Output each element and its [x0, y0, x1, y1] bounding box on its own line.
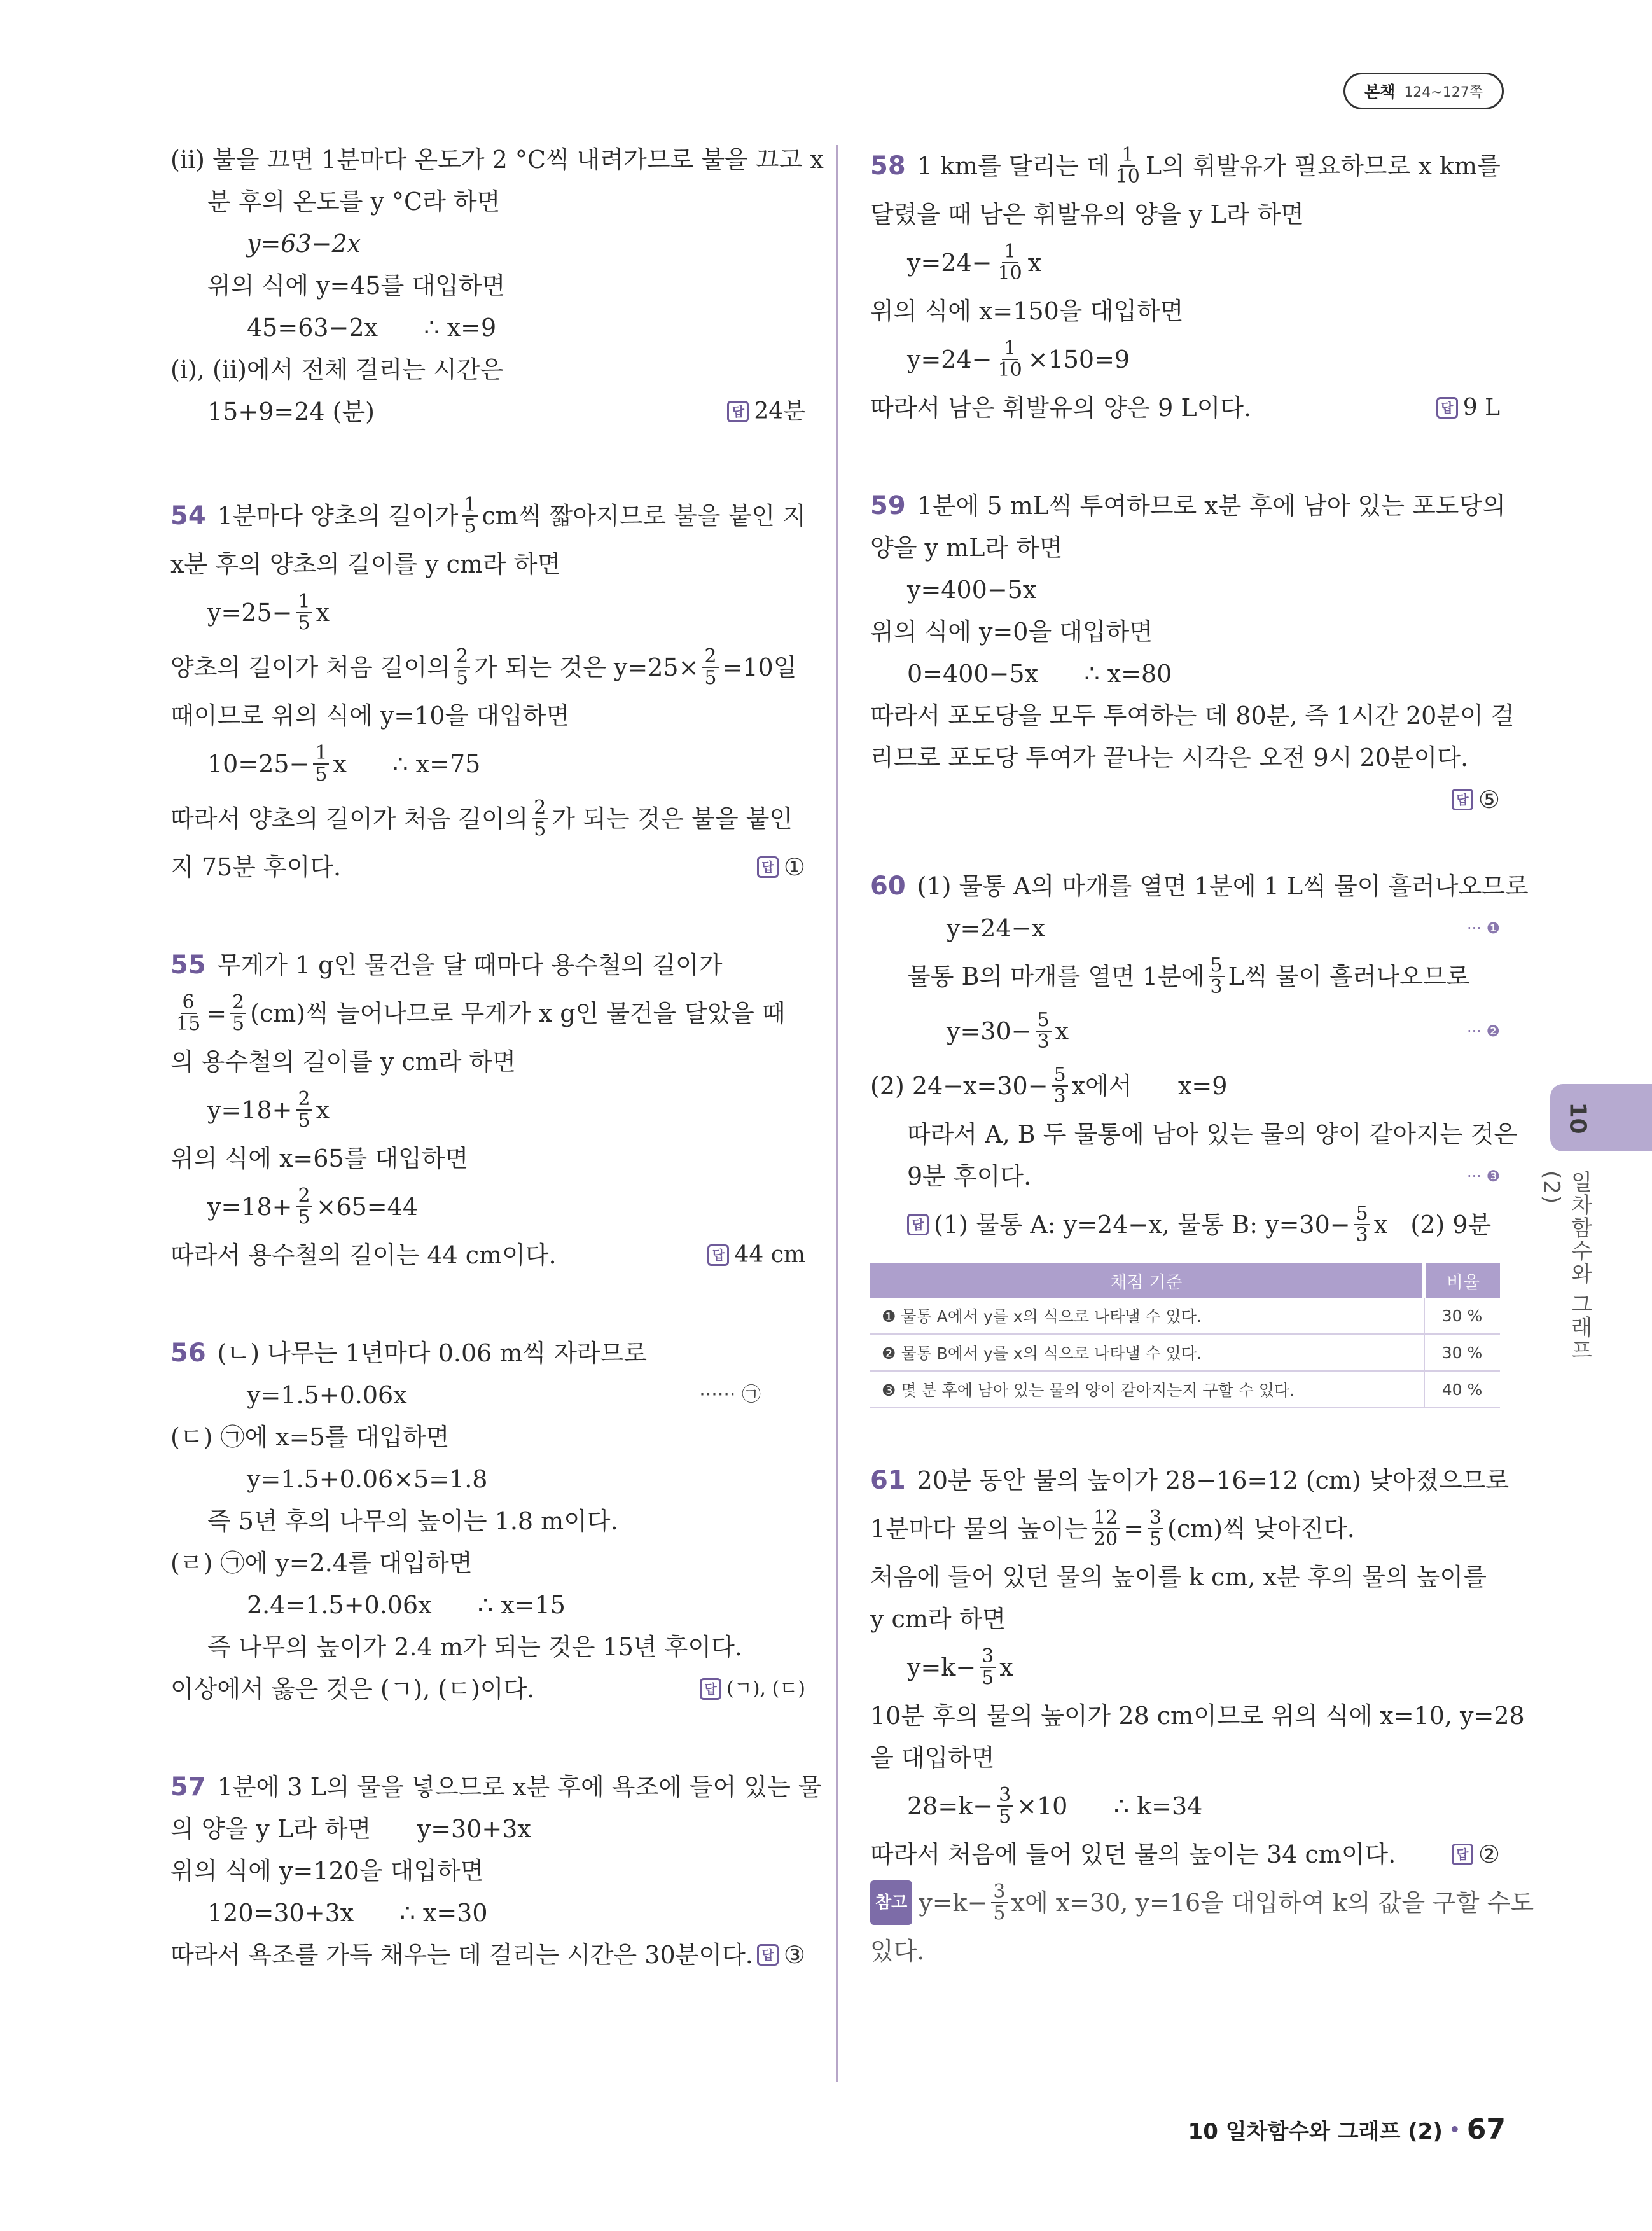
chapter-side-title: 일차함수와 그래프 (2) [1539, 1171, 1592, 1362]
text-line: 달렸을 때 남은 휘발유의 양을 y L라 하면 [870, 200, 1304, 228]
equation: y=24− $\frac{1}{10}$ ×150=9 [907, 337, 1130, 381]
badge-main: 본책 [1364, 83, 1396, 101]
equation: y=k− $\frac{3}{5}$ x [907, 1645, 1013, 1689]
text-line: 위의 식에 y=0을 대입하면 [870, 618, 1153, 646]
answer: 답 (ㄱ), (ㄷ) [700, 1668, 805, 1710]
fraction: $\frac{2}{5}$ [532, 798, 548, 840]
problem-number: 59 [870, 491, 906, 520]
answer-icon: 답 [1452, 789, 1473, 810]
rubric-criteria: ❷ 물통 B에서 y를 x의 식으로 나타낼 수 있다. [870, 1334, 1424, 1371]
fraction: $\frac{2}{5}$ [702, 646, 718, 688]
text-line: 즉 나무의 높이가 2.4 m가 되는 것은 15년 후이다. [207, 1633, 742, 1661]
fraction: $\frac{5}{3}$ [1036, 1010, 1052, 1052]
answer-icon: 답 [727, 401, 749, 422]
solution-59 [870, 485, 1515, 821]
answer: 답 (1) 물통 A: y=24−x, 물통 B: y=30− $\frac{5}{3}$ x (2) 9분 [870, 1197, 1500, 1252]
equation: y=1.5+0.06x ······ ㉠ [247, 1381, 761, 1409]
reference-note: 참고 y=k− $\frac{3}{5}$ x에 x=30, y=16을 대입하여 k의 값을 구할 수도 [870, 1875, 1500, 1930]
solution-56 [170, 1332, 805, 1710]
fraction: $\frac{1}{5}$ [296, 592, 312, 634]
rubric-criteria: ❶ 물통 A에서 y를 x의 식으로 나타낼 수 있다. [870, 1298, 1424, 1334]
text-line: (ⅱ) 불을 끄면 1분마다 온도가 2 °C씩 내려가므로 불을 끄고 x [170, 146, 824, 174]
text-line: $\frac{6}{15}$ = $\frac{2}{5}$ (cm)씩 늘어나므로 무게가 x g인 물건을 달았을 때 [170, 986, 805, 1041]
equation: 28=k− $\frac{3}{5}$ ×10 ∴ k=34 [907, 1784, 1203, 1828]
badge-pages: 124~127쪽 [1404, 84, 1483, 101]
answer-icon: 답 [707, 1244, 729, 1266]
equation: y=18+ $\frac{2}{5}$ ×65=44 [207, 1185, 418, 1228]
rubric-criteria: ❸ 몇 분 후에 남아 있는 물의 양이 같아지는지 구할 수 있다. [870, 1371, 1424, 1408]
equation: 120=30+3x ∴ x=30 [207, 1899, 488, 1927]
text-line: y cm라 하면 [870, 1605, 1006, 1633]
text-line: 따라서 양초의 길이가 처음 길이의 $\frac{2}{5}$ 가 되는 것은 불을 붙인 [170, 796, 793, 840]
text-line: 따라서 용수철의 길이는 44 cm이다. 답 44 cm [170, 1234, 805, 1276]
problem-number: 56 [170, 1338, 206, 1368]
text-line: 즉 5년 후의 나무의 높이는 1.8 m이다. [207, 1507, 618, 1535]
answer-icon: 답 [1436, 397, 1458, 419]
text-line: 따라서 욕조를 가득 채우는 데 걸리는 시간은 30분이다. 답 ③ [170, 1934, 805, 1976]
fraction: $\frac{1}{10}$ [1115, 144, 1140, 188]
text-line: 따라서 A, B 두 물통에 남아 있는 물의 양이 같아지는 것은 [907, 1120, 1518, 1148]
table-row [870, 1371, 1500, 1408]
answer: 답 ③ [757, 1934, 805, 1976]
page-footer [1188, 2113, 1506, 2146]
fraction: $\frac{5}{3}$ [1052, 1065, 1068, 1107]
fraction: $\frac{1}{5}$ [313, 743, 329, 785]
fraction: $\frac{1}{5}$ [462, 495, 478, 537]
text-line: 처음에 들어 있던 물의 높이를 k cm, x분 후의 물의 높이를 [870, 1563, 1487, 1591]
text-line: (ⅰ), (ⅱ)에서 전체 걸리는 시간은 [170, 356, 504, 384]
text-line: 따라서 남은 휘발유의 양은 9 L이다. 답 9 L [870, 387, 1500, 429]
answer: 답 ① [757, 846, 805, 888]
equation: y=24− $\frac{1}{10}$ x [907, 240, 1042, 284]
text-line: 있다. [870, 1937, 925, 1965]
text-line: 때이므로 위의 식에 y=10을 대입하면 [170, 702, 570, 730]
fraction: $\frac{5}{3}$ [1354, 1204, 1370, 1246]
answer: 답 ⑤ [1452, 779, 1500, 821]
equation: y=1.5+0.06×5=1.8 [247, 1465, 488, 1493]
answer: 답 ② [1452, 1833, 1500, 1875]
fraction: $\frac{3}{5}$ [991, 1882, 1007, 1924]
answer: 답 9 L [1436, 387, 1500, 429]
text-line: 61 20분 동안 물의 높이가 28−16=12 (cm) 낮아졌으므로 [870, 1459, 1500, 1501]
equation: 2.4=1.5+0.06x ∴ x=15 [247, 1591, 566, 1619]
text-line: 물통 B의 마개를 열면 1분에 $\frac{5}{3}$ L씩 물이 흘러나오므로 [907, 954, 1470, 998]
note-label: 참고 [870, 1880, 912, 1925]
fraction: $\frac{1}{10}$ [997, 240, 1022, 284]
fraction: $\frac{1}{10}$ [997, 337, 1022, 381]
equation: y=400−5x [907, 576, 1037, 604]
text-line: 지 75분 후이다. 답 ① [170, 846, 805, 888]
rubric-ratio: 40 % [1424, 1371, 1500, 1408]
answer-icon: 답 [757, 856, 779, 878]
text-line: 따라서 처음에 들어 있던 물의 높이는 34 cm이다. 답 ② [870, 1833, 1500, 1875]
footer-dot: • [1448, 2119, 1461, 2140]
fraction: $\frac{3}{5}$ [980, 1646, 996, 1688]
text-line: 54 1분마다 양초의 길이가 $\frac{1}{5}$ cm씩 짧아지므로 불을 붙인 지 [170, 494, 806, 538]
text-line: (ㄹ) ㉠에 y=2.4를 대입하면 [170, 1549, 473, 1577]
solution-54 [170, 489, 805, 888]
fraction: $\frac{12}{20}$ [1092, 1508, 1120, 1550]
text-line: 위의 식에 x=65를 대입하면 [170, 1144, 469, 1172]
problem-number: 58 [870, 151, 906, 181]
left-column [170, 139, 824, 1976]
solution-60 [870, 865, 1529, 1408]
problem-number: 55 [170, 950, 206, 980]
equation: 15+9=24 (분) 답 24분 [170, 391, 805, 433]
step-marker: ··· ❶ [1466, 919, 1500, 937]
step-marker: ··· ❷ [1466, 1022, 1500, 1040]
equation: y=30− $\frac{5}{3}$ x ··· ❷ [947, 1009, 1500, 1053]
text-line: 의 양을 y L라 하면 y=30+3x [170, 1815, 531, 1843]
rubric-ratio: 30 % [1424, 1334, 1500, 1371]
text-line: 9분 후이다. ··· ❸ [870, 1155, 1500, 1197]
text-line: 따라서 포도당을 모두 투여하는 데 80분, 즉 1시간 20분이 걸 [870, 702, 1515, 730]
text-line: (ㄷ) ㉠에 x=5를 대입하면 [170, 1423, 450, 1451]
text-line: 위의 식에 y=120을 대입하면 [170, 1857, 484, 1885]
footer-chapter: 10 일차함수와 그래프 (2) [1188, 2119, 1443, 2144]
problem-number: 57 [170, 1772, 206, 1802]
text-line: 분 후의 온도를 y °C라 하면 [207, 188, 501, 216]
fraction: $\frac{2}{5}$ [296, 1186, 312, 1228]
equation: y=24−x ··· ❶ [870, 907, 1500, 949]
text-line: 1분마다 물의 높이는 $\frac{12}{20}$ = $\frac{3}{5}$ (cm)씩 낮아진다. [870, 1506, 1355, 1550]
equation: 10=25− $\frac{1}{5}$ x ∴ x=75 [207, 742, 481, 786]
fraction: $\frac{2}{5}$ [230, 992, 246, 1034]
text-line: 위의 식에 x=150을 대입하면 [870, 297, 1184, 325]
chapter-tab: 10 [1550, 1084, 1652, 1151]
equation: y=18+ $\frac{2}{5}$ x [207, 1088, 330, 1132]
text-line: 양을 y mL라 하면 [870, 534, 1063, 562]
problem-number: 60 [870, 872, 906, 901]
equation: 45=63−2x ∴ x=9 [247, 314, 497, 342]
fraction: $\frac{5}{3}$ [1209, 956, 1225, 997]
fraction: $\frac{6}{15}$ [176, 991, 201, 1035]
text-line [870, 779, 1500, 821]
text-line: 양초의 길이가 처음 길이의 $\frac{2}{5}$ 가 되는 것은 y=25× $\frac{2}{5}$ =10일 [170, 645, 797, 689]
column-divider [836, 145, 838, 2082]
table-row [870, 1334, 1500, 1371]
text-line: 58 1 km를 달리는 데 $\frac{1}{10}$ L의 휘발유가 필요하므로 x km를 [870, 144, 1501, 188]
answer-icon: 답 [757, 1944, 779, 1966]
text-line: 을 대입하면 [870, 1744, 995, 1772]
rubric-ratio: 30 % [1424, 1298, 1500, 1334]
fraction: $\frac{3}{5}$ [1148, 1508, 1163, 1550]
solution-53-continued [170, 139, 824, 433]
solution-58 [870, 139, 1500, 429]
grading-rubric-table [870, 1263, 1500, 1408]
answer-icon: 답 [907, 1214, 929, 1235]
text-line: 10분 후의 물의 높이가 28 cm이므로 위의 식에 x=10, y=28 [870, 1702, 1525, 1730]
page-number: 67 [1466, 2113, 1506, 2146]
equation: y=25− $\frac{1}{5}$ x [207, 590, 330, 634]
problem-number: 61 [870, 1466, 906, 1495]
rubric-header-ratio: 비율 [1424, 1263, 1500, 1298]
textbook-page-badge [1343, 73, 1504, 109]
fraction: $\frac{2}{5}$ [296, 1089, 312, 1131]
fraction: $\frac{2}{5}$ [454, 646, 470, 688]
text-line: 리므로 포도당 투여가 끝나는 시각은 오전 9시 20분이다. [870, 744, 1469, 772]
solution-55 [170, 944, 805, 1276]
solution-61 [870, 1459, 1534, 1972]
text-line: 위의 식에 y=45를 대입하면 [207, 272, 506, 300]
text-line: 57 1분에 3 L의 물을 넣으므로 x분 후에 욕조에 들어 있는 물 [170, 1766, 805, 1808]
answer-icon: 답 [1452, 1844, 1473, 1865]
equation: y=63−2x [247, 230, 361, 258]
right-column [870, 139, 1534, 1972]
problem-number: 54 [170, 501, 206, 531]
text-line: 60 (1) 물통 A의 마개를 열면 1분에 1 L씩 물이 흘러나오므로 [870, 865, 1500, 907]
solution-57 [170, 1766, 822, 1976]
text-line: x분 후의 양초의 길이를 y cm라 하면 [170, 550, 561, 578]
text-line: 59 1분에 5 mL씩 투여하므로 x분 후에 남아 있는 포도당의 [870, 485, 1500, 527]
step-marker: ··· ❸ [1466, 1167, 1500, 1185]
text-line: 56 (ㄴ) 나무는 1년마다 0.06 m씩 자라므로 [170, 1332, 805, 1374]
answer: 답 44 cm [707, 1234, 805, 1276]
text-line: 의 용수철의 길이를 y cm라 하면 [170, 1048, 516, 1076]
fraction: $\frac{3}{5}$ [997, 1785, 1013, 1827]
text-line: 이상에서 옳은 것은 (ㄱ), (ㄷ)이다. 답 (ㄱ), (ㄷ) [170, 1668, 805, 1710]
rubric-header-criteria: 채점 기준 [870, 1263, 1424, 1298]
table-row [870, 1298, 1500, 1334]
text-line: 55 무게가 1 g인 물건을 달 때마다 용수철의 길이가 [170, 944, 805, 986]
equation: (2) 24−x=30− $\frac{5}{3}$ x에서 x=9 [870, 1064, 1228, 1108]
answer: 답 24분 [727, 391, 805, 433]
answer-icon: 답 [700, 1678, 721, 1700]
equation: 0=400−5x ∴ x=80 [907, 660, 1172, 688]
